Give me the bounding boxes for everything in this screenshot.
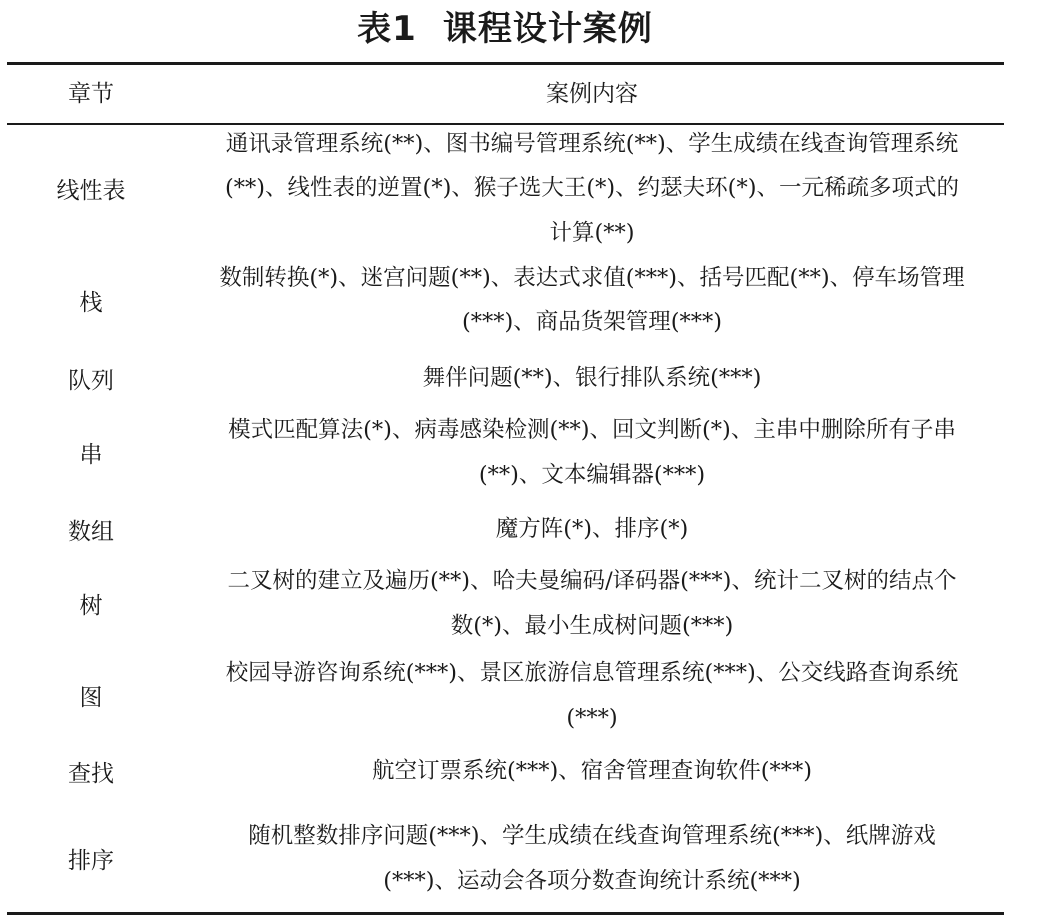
content-cell	[187, 559, 997, 648]
content-line: 航空订票系统(***)、宿舍管理查询软件(***)	[371, 757, 813, 784]
content-line: 随机整数排序问题(***)、学生成绩在线查询管理系统(***)、纸牌游戏	[248, 823, 936, 849]
content-line: (***)、商品货架管理(***)	[461, 309, 723, 335]
header-content: 案例内容	[546, 81, 638, 107]
table-row	[7, 814, 1004, 903]
content-line: 舞伴问题(**)、银行排队系统(***)	[422, 364, 762, 391]
content-cell	[187, 651, 997, 740]
content-cell	[187, 814, 997, 903]
table-header-row	[7, 65, 1004, 123]
table-row	[7, 506, 1004, 552]
content-line: (***)、运动会各项分数查询统计系统(***)	[383, 867, 801, 894]
content-line: (**)、文本编辑器(***)	[478, 461, 706, 488]
chapter-cell: 查找	[68, 760, 114, 787]
chapter-cell: 串	[79, 442, 103, 468]
chapter-cell: 栈	[79, 289, 103, 316]
content-cell	[187, 256, 997, 345]
table-row	[7, 408, 1004, 497]
content-line: (***)	[566, 704, 618, 731]
chapter-cell: 图	[79, 685, 103, 711]
chapter-cell: 队列	[68, 367, 114, 394]
table-title-text: 课程设计案例	[442, 9, 653, 49]
chapter-cell: 线性表	[56, 178, 126, 204]
table-number: 表1	[357, 9, 417, 49]
table-title	[0, 6, 1010, 52]
bottom-rule	[7, 912, 1004, 915]
content-line: 魔方阵(*)、排序(*)	[495, 515, 689, 542]
table-row	[7, 651, 1004, 740]
content-line: 数制转换(*)、迷宫问题(**)、表达式求值(***)、括号匹配(**)、停车场管理	[219, 264, 965, 291]
content-line: 校园导游咨询系统(***)、景区旅游信息管理系统(***)、公交线路查询系统	[225, 660, 959, 686]
table-row	[7, 355, 1004, 401]
content-cell	[187, 507, 997, 552]
content-line: 通讯录管理系统(**)、图书编号管理系统(**)、学生成绩在线查询管理系统	[225, 130, 959, 157]
content-cell	[187, 122, 997, 256]
table-row	[7, 559, 1004, 648]
content-cell	[187, 356, 997, 401]
content-line: 计算(**)	[549, 219, 635, 246]
chapter-cell: 排序	[68, 848, 114, 874]
content-cell	[187, 749, 997, 794]
header-chapter: 章节	[68, 81, 114, 107]
chapter-cell: 数组	[68, 518, 114, 545]
content-line: (**)、线性表的逆置(*)、猴子选大王(*)、约瑟夫环(*)、一元稀疏多项式的	[225, 175, 959, 202]
content-line: 模式匹配算法(*)、病毒感染检测(**)、回文判断(*)、主串中删除所有子串	[228, 417, 956, 443]
content-cell	[187, 408, 997, 497]
table-row	[7, 256, 1004, 344]
table-row	[7, 748, 1004, 794]
chapter-cell: 树	[79, 593, 103, 619]
table-row	[7, 127, 1004, 250]
content-line: 二叉树的建立及遍历(**)、哈夫曼编码/译码器(***)、统计二叉树的结点个	[227, 568, 957, 594]
content-line: 数(*)、最小生成树问题(***)	[450, 612, 734, 639]
